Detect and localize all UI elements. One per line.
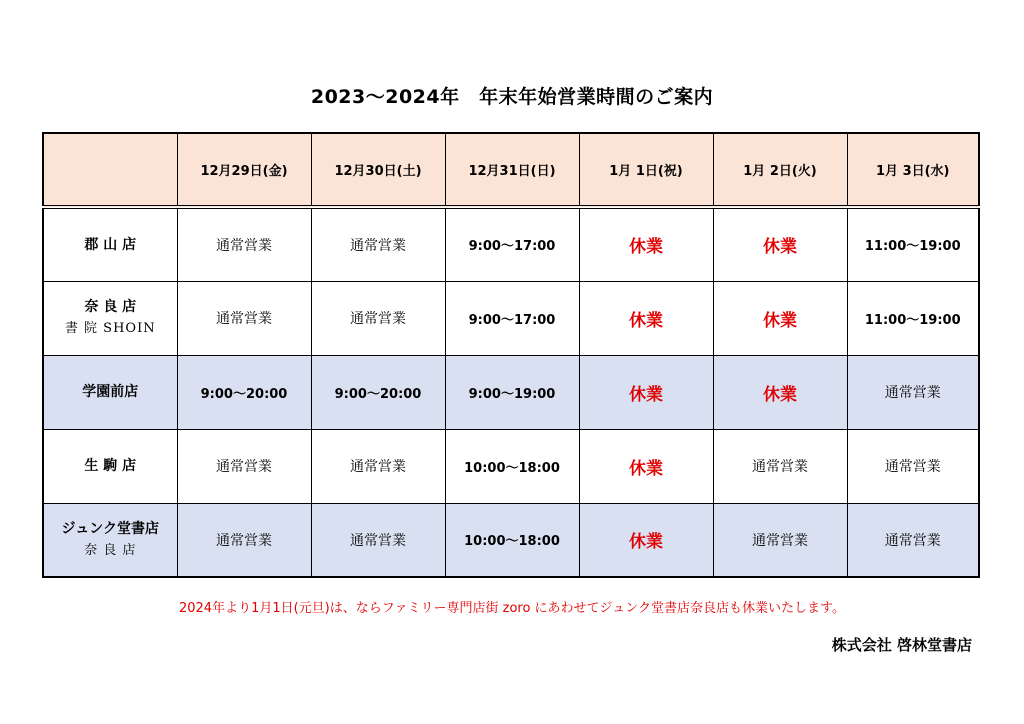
normal-hours-cell: 通常営業 — [713, 429, 847, 503]
date-header: 12月30日(土) — [311, 133, 445, 207]
closed-cell: 休業 — [579, 281, 713, 355]
closed-cell: 休業 — [713, 355, 847, 429]
special-hours-cell: 10:00～18:00 — [445, 429, 579, 503]
special-hours-cell: 11:00～19:00 — [847, 281, 979, 355]
closed-cell: 休業 — [579, 355, 713, 429]
normal-hours-cell: 通常営業 — [847, 503, 979, 577]
normal-hours-cell: 通常営業 — [847, 355, 979, 429]
page-title: 2023～2024年 年末年始営業時間のご案内 — [310, 86, 714, 108]
date-header: 1月 3日(水) — [847, 133, 979, 207]
normal-hours-cell: 通常営業 — [311, 281, 445, 355]
normal-hours-cell: 通常営業 — [311, 429, 445, 503]
date-header: 1月 2日(火) — [713, 133, 847, 207]
closed-cell: 休業 — [579, 207, 713, 281]
table-row — [43, 207, 979, 281]
normal-hours-cell: 通常営業 — [311, 207, 445, 281]
store-name: 郡 山 店 — [84, 236, 137, 253]
date-header: 1月 1日(祝) — [579, 133, 713, 207]
special-hours-cell: 9:00～20:00 — [177, 355, 311, 429]
holiday-hours-table — [42, 132, 980, 578]
table-row — [43, 503, 979, 577]
header-row — [43, 133, 979, 207]
special-hours-cell: 9:00～17:00 — [445, 207, 579, 281]
store-name: 奈 良 店 — [84, 299, 137, 316]
table-row — [43, 429, 979, 503]
normal-hours-cell: 通常営業 — [847, 429, 979, 503]
table-row — [43, 281, 979, 355]
special-hours-cell: 9:00～19:00 — [445, 355, 579, 429]
closed-cell: 休業 — [713, 281, 847, 355]
date-header: 12月31日(日) — [445, 133, 579, 207]
closed-cell: 休業 — [579, 429, 713, 503]
store-name-cell — [43, 281, 177, 355]
store-name: 学園前店 — [82, 383, 139, 400]
normal-hours-cell: 通常営業 — [177, 281, 311, 355]
header-corner-cell — [43, 133, 177, 207]
store-name-cell — [43, 355, 177, 429]
store-name: 生 駒 店 — [84, 457, 137, 474]
closed-cell: 休業 — [713, 207, 847, 281]
store-name-cell — [43, 503, 177, 577]
normal-hours-cell: 通常営業 — [311, 503, 445, 577]
store-name-cell — [43, 429, 177, 503]
normal-hours-cell: 通常営業 — [177, 207, 311, 281]
closure-notice: 2024年より1月1日(元旦)は、ならファミリー専門店街 zoro にあわせてジュンク堂書店奈良店も休業いたします。 — [178, 601, 845, 616]
special-hours-cell: 11:00～19:00 — [847, 207, 979, 281]
date-header: 12月29日(金) — [177, 133, 311, 207]
store-subname: 奈 良 店 — [84, 542, 137, 558]
normal-hours-cell: 通常営業 — [177, 503, 311, 577]
store-subname: 書 院 SHOIN — [64, 320, 156, 336]
special-hours-cell: 9:00～17:00 — [445, 281, 579, 355]
table-row — [43, 355, 979, 429]
store-name-cell — [43, 207, 177, 281]
store-name: ジュンク堂書店 — [61, 521, 159, 538]
normal-hours-cell: 通常営業 — [177, 429, 311, 503]
company-name: 株式会社 啓林堂書店 — [831, 636, 972, 654]
closed-cell: 休業 — [579, 503, 713, 577]
special-hours-cell: 9:00～20:00 — [311, 355, 445, 429]
special-hours-cell: 10:00～18:00 — [445, 503, 579, 577]
normal-hours-cell: 通常営業 — [713, 503, 847, 577]
